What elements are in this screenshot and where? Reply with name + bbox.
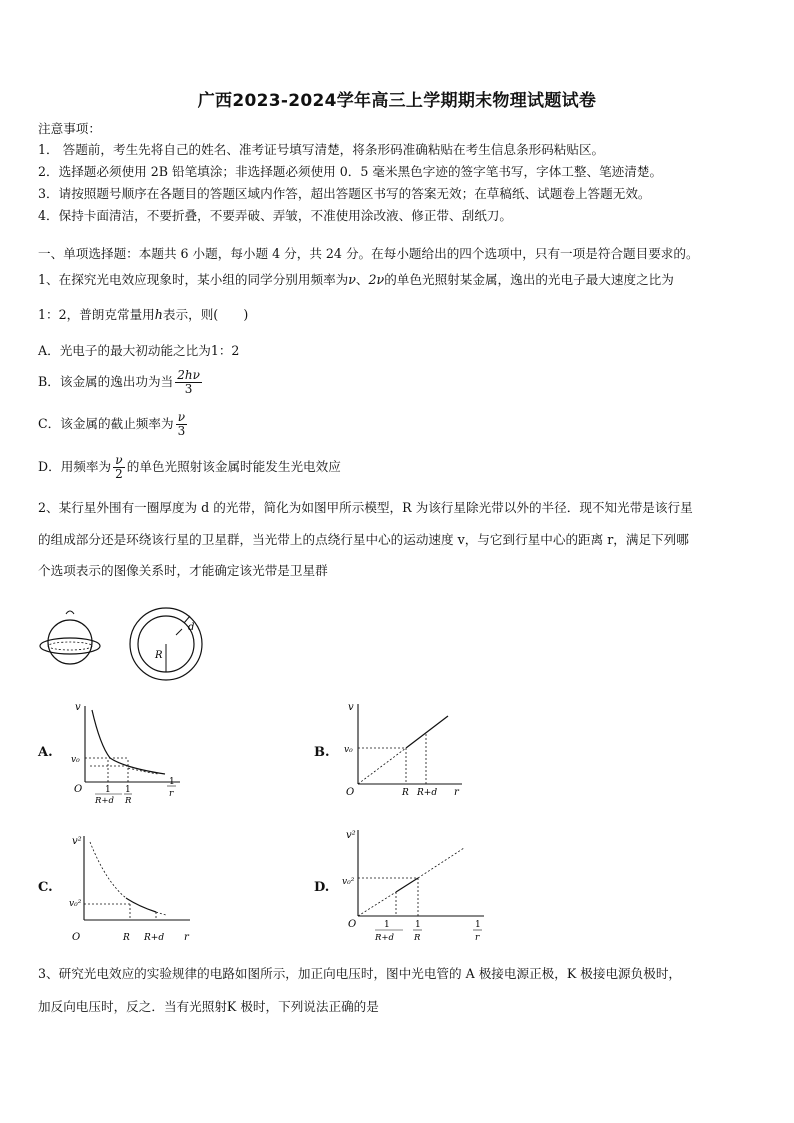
q3-stem-line2: 加反向电压时，反之．当有光照射K 极时，下列说法正确的是 [38, 999, 379, 1014]
q1-option-b-text: B．该金属的逸出功为当 [38, 374, 174, 390]
notice-item-1: 1． 答题前，考生先将自己的姓名、准考证号填写清楚，将条形码准确粘贴在考生信息条形码粘贴区。 [38, 142, 605, 157]
q1-option-c-fraction [176, 411, 188, 438]
fraction-numerator: ν [176, 411, 188, 425]
q2-stem-line3: 个选项表示的图像关系时，才能确定该光带是卫星群 [38, 563, 328, 578]
axis-x-num: 1 [169, 777, 175, 787]
v0-label: v₀² [69, 899, 82, 909]
v0-label: v₀ [71, 755, 80, 765]
notice-heading: 注意事项： [38, 121, 101, 136]
tick-1-den: R+d [95, 796, 114, 806]
v0-label: v₀ [344, 745, 353, 755]
q2-option-b-graph [340, 700, 470, 800]
fraction-denominator: 3 [184, 382, 193, 397]
notice-item-2: 2．选择题必须使用 2B 铅笔填涂；非选择题必须使用 0．5 毫米黑色字迹的签字笔书写，字体工整、笔迹清楚。 [38, 164, 663, 179]
q2-stem-line1: 2、某行星外围有一圈厚度为 d 的光带，简化为如图甲所示模型，R 为该行星除光带以外的半径．现不知光带是该行星 [38, 500, 693, 515]
q1-option-d [38, 454, 341, 481]
fraction-numerator: 2hν [177, 368, 200, 382]
axis-x-num: 1 [475, 920, 481, 930]
tick-r-plus-d: R+d [144, 933, 165, 943]
tick-2-num: 1 [125, 785, 131, 795]
tick-r: R [123, 933, 130, 943]
q2-option-a-label: A. [38, 745, 53, 760]
axis-y-label: v [348, 702, 354, 713]
q1-option-c-text: C．该金属的截止频率为 [38, 416, 174, 432]
axis-x-den: r [169, 789, 174, 799]
q1-stem-text: 1、在探究光电效应现象时，某小组的同学分别用频率为 [38, 272, 349, 287]
axis-x-label: r [454, 787, 459, 798]
tick-r: R [402, 788, 409, 798]
q2-stem-line2: 的组成部分还是环绕该行星的卫星群，当光带上的点绕行星中心的运动速度 v，与它到行星中心的距离 r，满足下列哪 [38, 532, 689, 547]
q1-option-d-fraction [113, 454, 125, 481]
origin-label: O [346, 787, 355, 798]
fig-label-r: R [155, 650, 163, 661]
notice-item-3: 3．请按照题号顺序在各题目的答题区域内作答，超出答题区书写的答案无效；在草稿纸、试题卷上答题无效。 [38, 186, 651, 201]
tick-1-den: R+d [375, 933, 394, 943]
tick-1-num: 1 [105, 785, 111, 795]
v0-label: v₀² [342, 877, 355, 887]
q1-option-b-fraction [175, 369, 202, 396]
axis-y-label: v² [72, 836, 82, 847]
q1-option-d-text: D．用频率为 [38, 459, 112, 475]
q1-stem-line2 [38, 307, 248, 322]
origin-label: O [72, 932, 81, 943]
origin-label: O [348, 919, 357, 930]
q1-stem-line1 [38, 272, 674, 287]
q2-option-d-label: D. [314, 880, 330, 895]
tick-2-num: 1 [415, 920, 421, 930]
q1-option-c [38, 411, 189, 438]
tick-1-num: 1 [384, 920, 390, 930]
notice-item-4: 4．保持卡面清洁，不要折叠，不要弄破、弄皱，不准使用涂改液、修正带、刮纸刀。 [38, 208, 512, 223]
axis-y-label: v² [346, 830, 356, 841]
axis-y-label: v [75, 702, 81, 713]
q1-freq-2v: 2ν [368, 272, 385, 287]
tick-2-den: R [125, 796, 132, 806]
q1-stem-line2-a: 1：2，普朗克常量用 [38, 307, 155, 322]
q2-option-a-graph [70, 700, 190, 808]
tick-2-den: R [414, 933, 421, 943]
q1-stem-text-b: 的单色光照射某金属，逸出的光电子最大速度之比为 [384, 272, 674, 287]
section-heading: 一、单项选择题：本题共 6 小题，每小题 4 分，共 24 分。在每小题给出的四个选项中，只有一项是符合题目要求的。 [38, 246, 699, 261]
axis-x-den: r [475, 933, 480, 943]
fraction-denominator: 2 [115, 467, 123, 482]
q2-option-b-label: B. [314, 745, 330, 760]
exam-title: 广西2023-2024学年高三上学期期末物理试题试卷 [197, 91, 597, 111]
q1-option-d-tail: 的单色光照射该金属时能发生光电效应 [126, 459, 341, 475]
planet-top-view [130, 608, 202, 680]
q3-stem-line1: 3、研究光电效应的实验规律的电路如图所示，加正向电压时，图中光电管的 A 极接电源正极，K 极接电源负极时， [38, 966, 682, 981]
q1-stem-line2-b: 表示，则( ) [162, 307, 249, 322]
tick-r-plus-d: R+d [417, 788, 438, 798]
fraction-denominator: 3 [177, 424, 186, 439]
q1-planck-h: h [154, 307, 163, 322]
fig-label-d: d [188, 622, 195, 633]
q2-option-d-graph [340, 826, 490, 946]
q2-option-c-graph [66, 832, 196, 944]
q2-option-c-label: C. [38, 880, 53, 895]
q1-freq-v: ν [348, 272, 356, 287]
q1-option-a: A．光电子的最大初动能之比为1：2 [38, 343, 240, 358]
fraction-numerator: ν [113, 454, 125, 468]
planet-side-view [40, 611, 100, 664]
q1-sep: 、 [355, 272, 369, 287]
axis-x-label: r [184, 932, 189, 943]
origin-label: O [74, 784, 83, 795]
q2-planet-figure [38, 606, 208, 686]
q1-option-b [38, 369, 204, 396]
